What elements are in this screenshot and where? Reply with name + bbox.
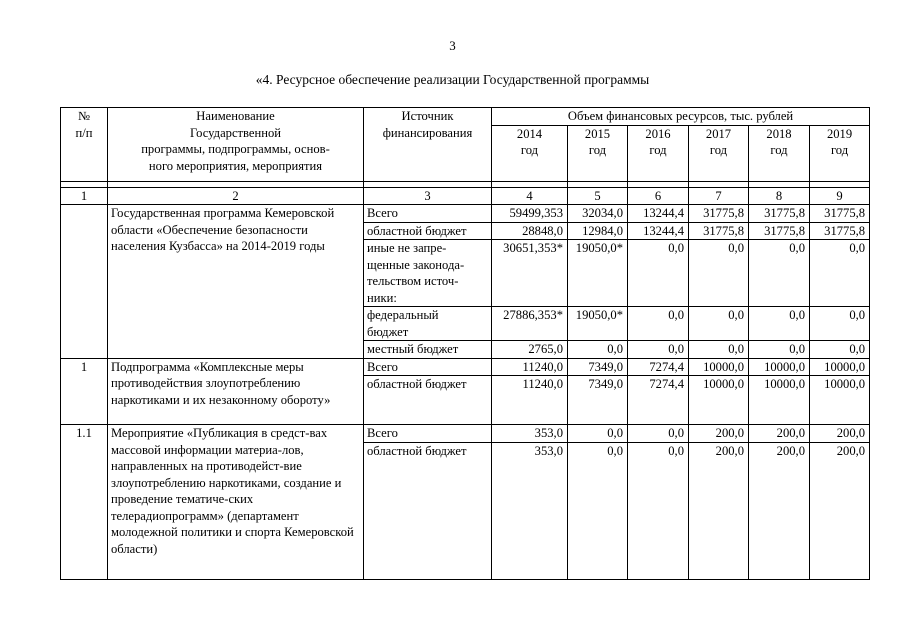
finance-value: 13244,4 <box>628 205 689 223</box>
finance-value: 200,0 <box>689 442 749 579</box>
finance-value: 0,0 <box>628 307 689 341</box>
finance-value: 0,0 <box>568 442 628 579</box>
table-row <box>61 205 870 223</box>
header-volume: Объем финансовых ресурсов, тыс. рублей <box>492 108 870 126</box>
program-name: Государственная программа Кемеровской области «Обеспечение безопасности населения Кузбасса» на 2014-2019 годы <box>108 205 364 359</box>
finance-value: 0,0 <box>810 307 870 341</box>
finance-value: 200,0 <box>749 442 810 579</box>
finance-value: 0,0 <box>749 240 810 307</box>
finance-value: 0,0 <box>689 240 749 307</box>
column-index: 8 <box>749 187 810 205</box>
finance-value: 28848,0 <box>492 222 568 240</box>
row-number: 1 <box>61 358 108 425</box>
finance-value: 200,0 <box>749 425 810 443</box>
finance-value: 0,0 <box>749 307 810 341</box>
funding-source: областной бюджет <box>364 442 492 579</box>
header-year: 2015 год <box>568 125 628 181</box>
finance-value: 10000,0 <box>689 376 749 425</box>
finance-value: 10000,0 <box>810 376 870 425</box>
program-name: Мероприятие «Публикация в средст-вах массовой информации материа-лов, направленных на противодейст-вие злоупотреблению наркотиками, создание и проведение тематиче-ских телерадиопрограмм» (департамент молодежной политики и спорта Кемеровской области) <box>108 425 364 580</box>
finance-value: 10000,0 <box>689 358 749 376</box>
finance-value: 0,0 <box>689 307 749 341</box>
table-row <box>61 425 870 443</box>
funding-source: областной бюджет <box>364 222 492 240</box>
funding-source: областной бюджет <box>364 376 492 425</box>
finance-value: 59499,353 <box>492 205 568 223</box>
row-number <box>61 205 108 359</box>
row-number: 1.1 <box>61 425 108 580</box>
finance-value: 7349,0 <box>568 358 628 376</box>
finance-value: 19050,0* <box>568 307 628 341</box>
finance-value: 0,0 <box>628 240 689 307</box>
funding-source: Всего <box>364 425 492 443</box>
finance-value: 200,0 <box>689 425 749 443</box>
funding-source: местный бюджет <box>364 341 492 359</box>
column-index: 9 <box>810 187 870 205</box>
finance-value: 0,0 <box>568 425 628 443</box>
column-index: 7 <box>689 187 749 205</box>
funding-source: Всего <box>364 358 492 376</box>
finance-value: 10000,0 <box>749 358 810 376</box>
finance-value: 31775,8 <box>749 205 810 223</box>
finance-value: 13244,4 <box>628 222 689 240</box>
finance-value: 353,0 <box>492 442 568 579</box>
finance-value: 7349,0 <box>568 376 628 425</box>
finance-value: 11240,0 <box>492 376 568 425</box>
funding-source: Всего <box>364 205 492 223</box>
finance-value: 11240,0 <box>492 358 568 376</box>
finance-value: 27886,353* <box>492 307 568 341</box>
finance-value: 31775,8 <box>689 222 749 240</box>
finance-value: 200,0 <box>810 425 870 443</box>
finance-value: 12984,0 <box>568 222 628 240</box>
finance-value: 0,0 <box>628 425 689 443</box>
column-index: 3 <box>364 187 492 205</box>
resource-table <box>60 107 870 580</box>
finance-value: 200,0 <box>810 442 870 579</box>
finance-value: 2765,0 <box>492 341 568 359</box>
finance-value: 10000,0 <box>810 358 870 376</box>
finance-value: 31775,8 <box>749 222 810 240</box>
finance-value: 7274,4 <box>628 376 689 425</box>
section-title: «4. Ресурсное обеспечение реализации Государственной программы <box>255 72 650 87</box>
column-index: 1 <box>61 187 108 205</box>
finance-value: 0,0 <box>568 341 628 359</box>
header-year: 2017 год <box>689 125 749 181</box>
header-year: 2019 год <box>810 125 870 181</box>
column-index: 6 <box>628 187 689 205</box>
finance-value: 353,0 <box>492 425 568 443</box>
header-year: 2016 год <box>628 125 689 181</box>
header-year: 2014 год <box>492 125 568 181</box>
header-year: 2018 год <box>749 125 810 181</box>
finance-value: 0,0 <box>749 341 810 359</box>
funding-source: федеральный бюджет <box>364 307 492 341</box>
column-index: 4 <box>492 187 568 205</box>
finance-value: 0,0 <box>628 341 689 359</box>
finance-value: 0,0 <box>628 442 689 579</box>
column-index: 2 <box>108 187 364 205</box>
header-num: № п/п <box>61 108 108 182</box>
header-name: Наименование Государственной программы, подпрограммы, основ- ного мероприятия, мероприятия <box>108 108 364 182</box>
finance-value: 19050,0* <box>568 240 628 307</box>
finance-value: 31775,8 <box>689 205 749 223</box>
finance-value: 10000,0 <box>749 376 810 425</box>
finance-value: 32034,0 <box>568 205 628 223</box>
program-name: Подпрограмма «Комплексные меры противодействия злоупотреблению наркотиками и их незаконному обороту» <box>108 358 364 425</box>
column-index: 5 <box>568 187 628 205</box>
finance-value: 7274,4 <box>628 358 689 376</box>
page-number: 3 <box>449 38 456 53</box>
finance-value: 0,0 <box>810 341 870 359</box>
finance-value: 31775,8 <box>810 222 870 240</box>
finance-value: 0,0 <box>689 341 749 359</box>
finance-value: 0,0 <box>810 240 870 307</box>
header-source: Источник финансирования <box>364 108 492 182</box>
funding-source: иные не запре- щенные законода- тельством источ- ники: <box>364 240 492 307</box>
finance-value: 31775,8 <box>810 205 870 223</box>
finance-value: 30651,353* <box>492 240 568 307</box>
table-row <box>61 358 870 376</box>
